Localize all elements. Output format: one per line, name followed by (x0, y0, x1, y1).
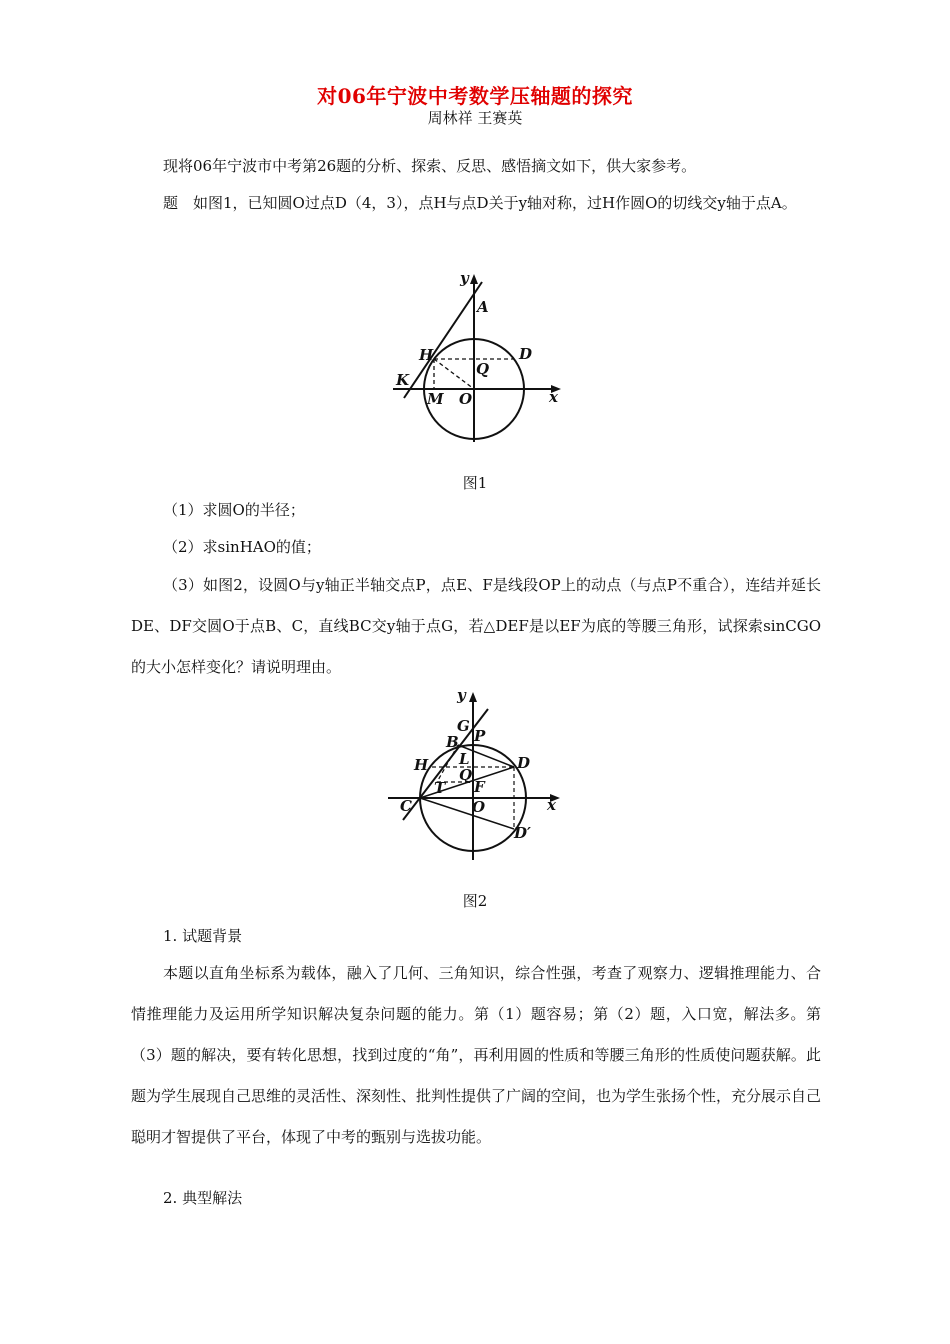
problem-statement: 题 如图1，已知圆O过点D（4，3），点H与点D关于y轴对称，过H作圆O的切线交y轴于点A。 (163, 194, 797, 212)
section-2-heading: 2. 典型解法 (163, 1189, 243, 1207)
intro-paragraph: 现将06年宁波市中考第26题的分析、探索、反思、感悟摘文如下，供大家参考。 (163, 157, 697, 175)
fig1-label-A: A (477, 298, 489, 316)
fig2-label-O: O (472, 798, 486, 816)
fig2-label-D: D (517, 754, 531, 772)
fig1-label-H: H (419, 346, 434, 364)
fig2-label-x: x (547, 796, 556, 814)
section-1-heading: 1. 试题背景 (163, 927, 243, 945)
document-authors: 周林祥 王赛英 (427, 109, 523, 127)
figure-2-diagram (382, 686, 572, 866)
fig2-label-B: B (446, 733, 459, 751)
fig2-label-T: T (434, 779, 446, 797)
fig2-label-C: C (400, 797, 412, 815)
section-1-body: 本题以直角坐标系为载体，融入了几何、三角知识，综合性强，考查了观察力、逻辑推理能力、合情推理能力及运用所学知识解决复杂问题的能力。第（1）题容易；第（2）题，入口宽，解法多。第（3）题的解决，要有转化思想，找到过度的“角”，再利用圆的性质和等腰三角形的性质使问题获解。此题为学生展现自己思维的灵活性、深刻性、批判性提供了广阔的空间，也为学生张扬个性，充分展示自己聪明才智提供了平台，体现了中考的甄别与选拔功能。 (131, 964, 822, 1146)
fig1-label-O: O (459, 390, 473, 408)
question-1: （1）求圆O的半径； (163, 501, 305, 519)
fig1-line-ho (434, 359, 474, 389)
fig2-label-H: H (414, 756, 429, 774)
fig2-label-G: G (457, 717, 470, 735)
fig2-label-Q: Q (459, 766, 473, 784)
figure-2-caption: 图2 (462, 892, 488, 910)
fig2-line-cd-prime (420, 798, 514, 829)
fig1-label-K: K (396, 371, 410, 389)
fig1-label-x: x (549, 388, 558, 406)
question-3: （3）如图2，设圆O与y轴正半轴交点P，点E、F是线段OP上的动点（与点P不重合），连结并延长DE、DF交圆O于点B、C，直线BC交y轴于点G，若△DEF是以EF为底的等腰三角形，试探索sinCGO的大小怎样变化？请说明理由。 (131, 576, 821, 676)
figure-1-caption: 图1 (462, 474, 488, 492)
question-2: （2）求sinHAO的值； (163, 538, 321, 556)
fig2-label-P: P (474, 727, 486, 745)
fig1-label-y: y (460, 269, 469, 287)
fig1-label-M: M (427, 390, 444, 408)
figure-1-diagram (385, 268, 575, 448)
fig2-label-D-prime: D′ (514, 824, 531, 842)
fig1-label-D: D (519, 345, 533, 363)
fig1-label-Q: Q (476, 360, 490, 378)
fig2-label-L: L (459, 750, 470, 768)
fig2-label-F: F (474, 778, 485, 796)
fig2-label-y: y (457, 686, 466, 704)
document-title: 对06年宁波中考数学压轴题的探究 (317, 84, 633, 108)
